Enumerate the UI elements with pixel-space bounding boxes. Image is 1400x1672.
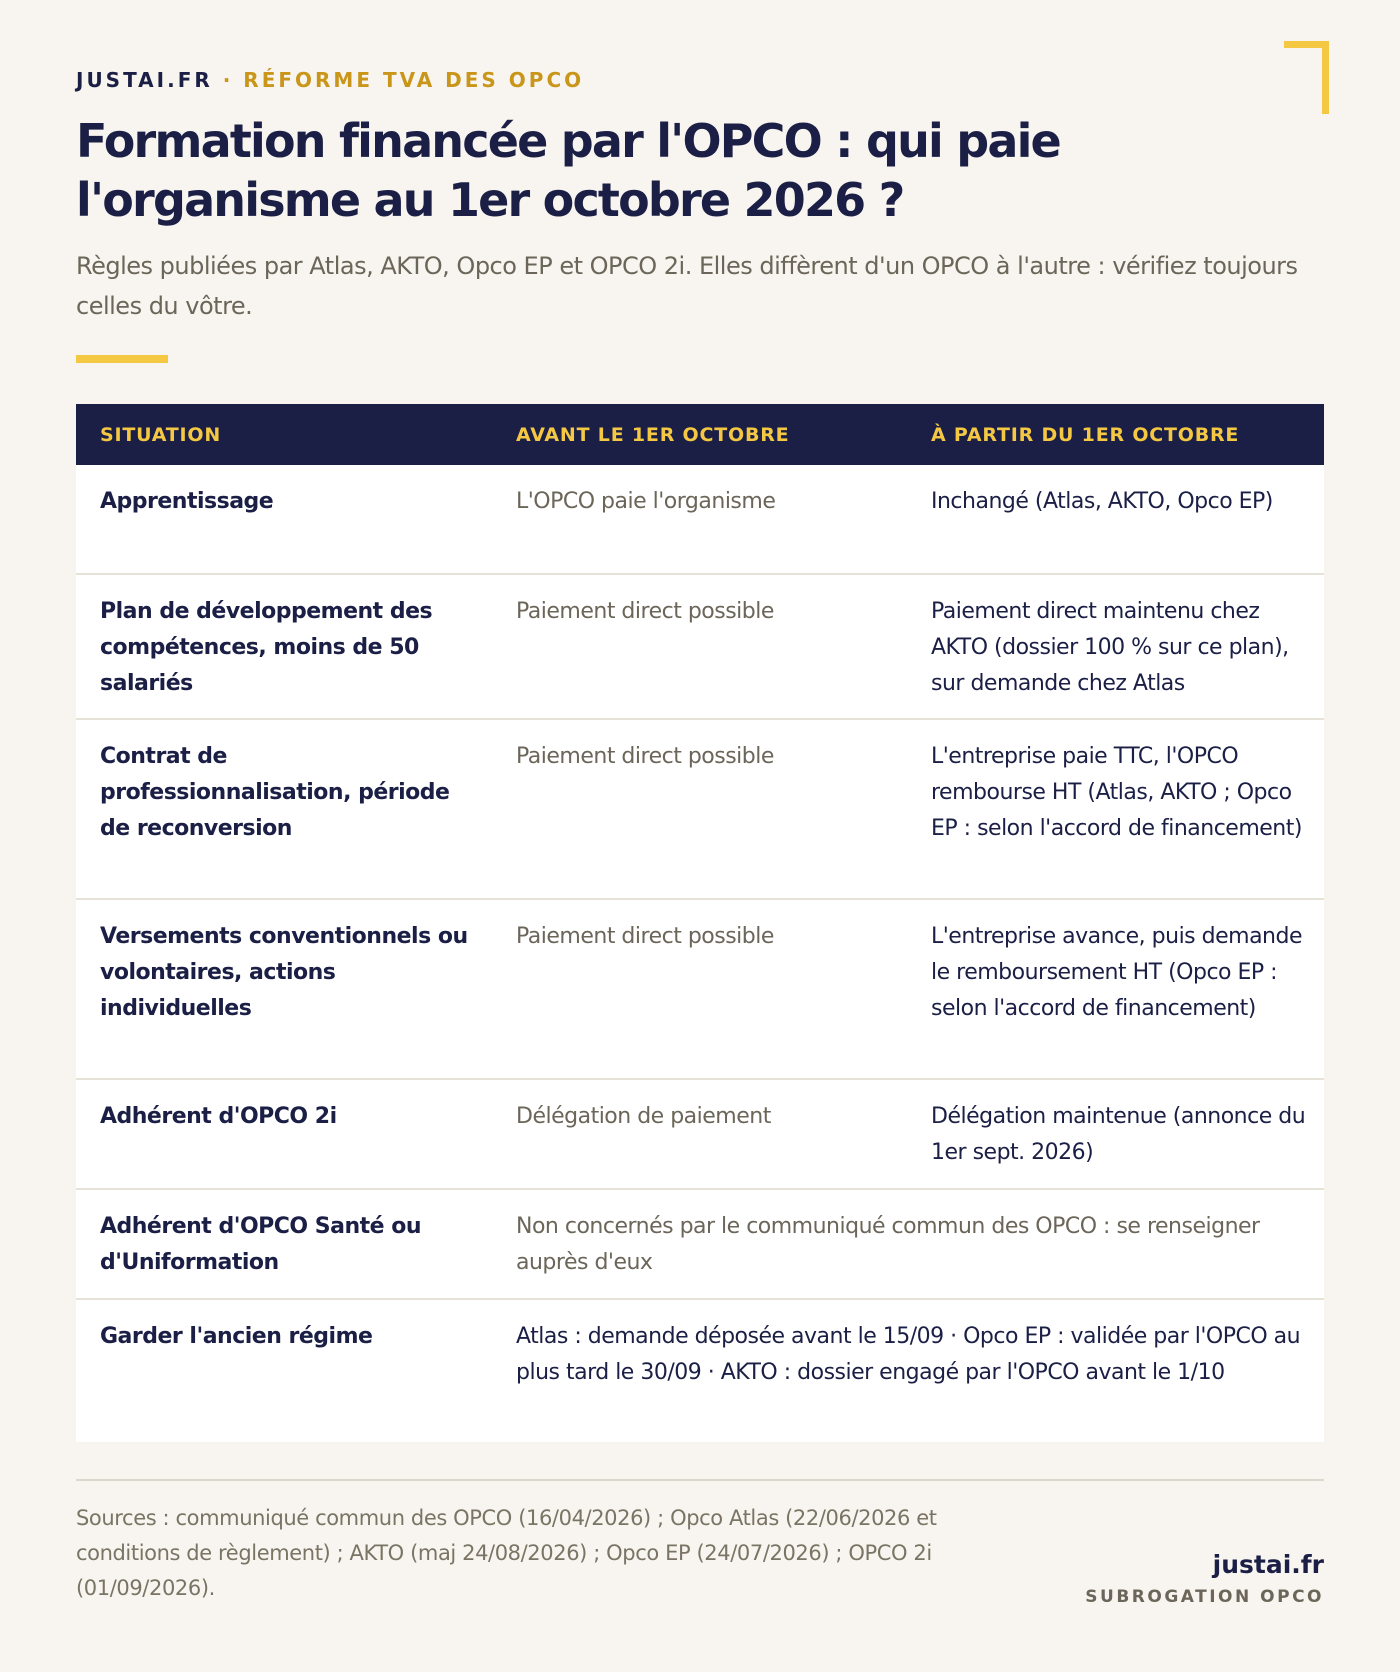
table-row [76,465,1324,575]
table-header [76,404,1324,465]
footer-tag: SUBROGATION OPCO [1085,1587,1324,1607]
cell-avant: L'OPCO paie l'organisme [516,489,776,514]
table-row [76,720,1324,900]
table-row [76,575,1324,720]
accent-bar [76,355,168,363]
cell-apres: Délégation maintenue (annonce du 1er sept. 2026) [931,1104,1306,1165]
cell-situation: Plan de développement des compétences, moins de 50 salariés [100,599,433,696]
page-title: Formation financée par l'OPCO : qui paie l'organisme au 1er octobre 2026 ? [76,114,1060,227]
eyebrow [76,68,584,92]
cell-apres: L'entreprise paie TTC, l'OPCO rembourse HT (Atlas, AKTO ; Opco EP : selon l'accord de financement) [931,744,1302,841]
eyebrow-brand: JUSTAI.FR [76,68,213,92]
cell-apres: Paiement direct maintenu chez AKTO (dossier 100 % sur ce plan), sur demande chez Atlas [931,599,1289,696]
cell-situation: Garder l'ancien régime [100,1324,373,1349]
cell-avant: Paiement direct possible [516,599,774,624]
cell-situation: Versements conventionnels ou volontaires, actions individuelles [100,924,468,1021]
footer-brand: justai.fr [1212,1550,1324,1579]
table-row [76,900,1324,1080]
table-row [76,1190,1324,1300]
cell-apres: L'entreprise avance, puis demande le remboursement HT (Opco EP : selon l'accord de financement) [931,924,1302,1021]
footer-divider [76,1479,1324,1481]
cell-avant: Paiement direct possible [516,924,774,949]
column-header-apres: À PARTIR DU 1ER OCTOBRE [931,424,1240,446]
column-header-avant: AVANT LE 1ER OCTOBRE [516,424,790,446]
cell-merged: Non concernés par le communiqué commun des OPCO : se renseigner auprès d'eux [516,1214,1260,1275]
cell-situation: Contrat de professionnalisation, période de reconversion [100,744,450,841]
cell-situation: Adhérent d'OPCO 2i [100,1104,337,1129]
eyebrow-topic: RÉFORME TVA DES OPCO [243,68,585,92]
column-header-situation: SITUATION [100,424,222,446]
cell-apres: Inchangé (Atlas, AKTO, Opco EP) [931,489,1273,514]
table-row [76,1300,1324,1442]
page-subtitle: Règles publiées par Atlas, AKTO, Opco EP et OPCO 2i. Elles diffèrent d'un OPCO à l'autre : vérifiez toujours celles du vôtre. [76,252,1298,320]
corner-accent [1284,41,1329,114]
cell-avant: Paiement direct possible [516,744,774,769]
eyebrow-separator: · [212,68,244,92]
comparison-table [76,404,1324,1442]
sources-note: Sources : communiqué commun des OPCO (16/04/2026) ; Opco Atlas (22/06/2026 et conditions de règlement) ; AKTO (maj 24/08/2026) ; Opco EP (24/07/2026) ; OPCO 2i (01/09/2026). [76,1506,937,1600]
cell-merged: Atlas : demande déposée avant le 15/09 · Opco EP : validée par l'OPCO au plus tard le 30/09 · AKTO : dossier engagé par l'OPCO avant le 1/10 [516,1324,1301,1385]
cell-situation: Apprentissage [100,489,274,514]
cell-situation: Adhérent d'OPCO Santé ou d'Uniformation [100,1214,422,1275]
cell-avant: Délégation de paiement [516,1104,771,1129]
table-row [76,1080,1324,1190]
